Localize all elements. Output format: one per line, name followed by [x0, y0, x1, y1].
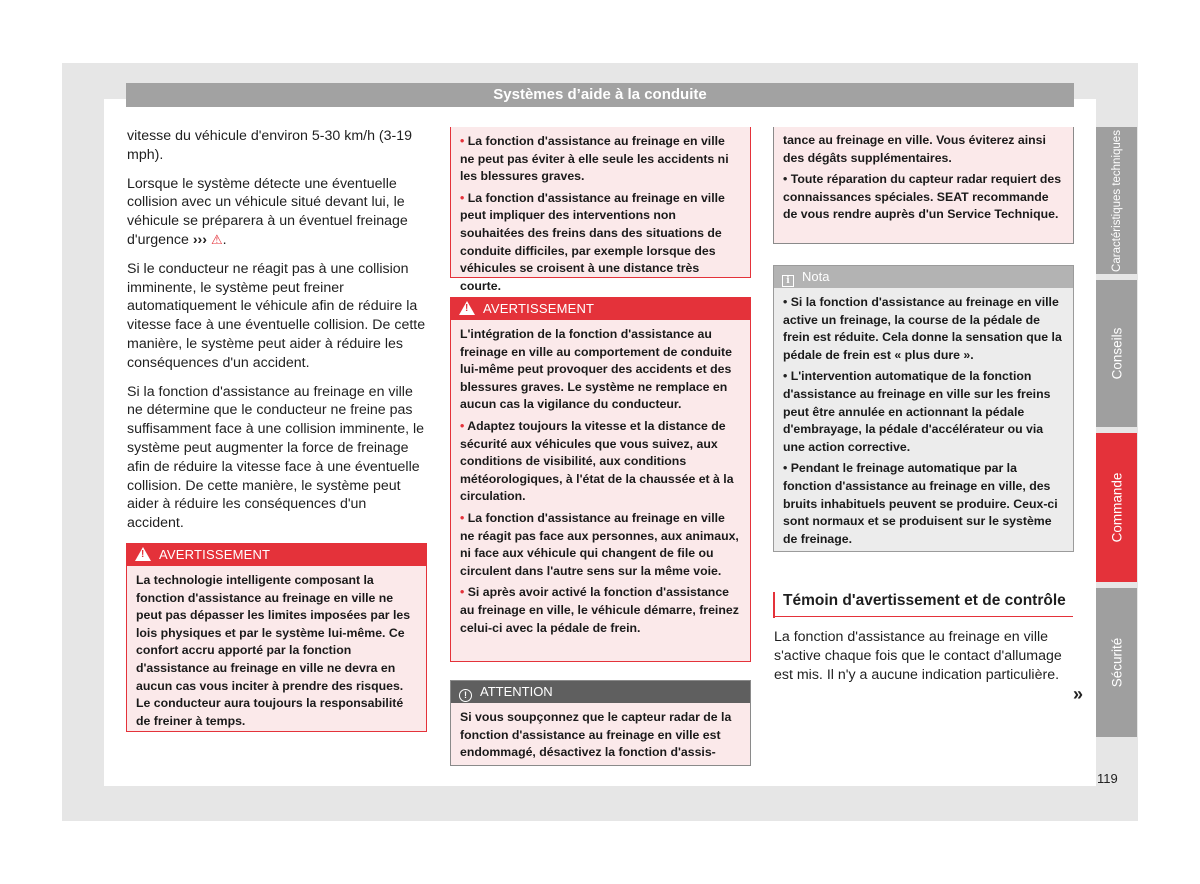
attention-icon: ! — [459, 689, 472, 702]
attention-box-continued — [773, 127, 1074, 244]
info-icon: i — [782, 275, 794, 287]
column-3-text — [774, 628, 1070, 694]
warning-box-continued — [450, 127, 751, 293]
warning-item: • Adaptez toujours la vitesse et la distance de sécurité aux véhicules que vous suivez, aux conditions de visibilité, aux conditions météorologiques, à l'état de la chaussée et à la circulation. — [460, 418, 741, 506]
note-item: • Pendant le freinage automatique par la fonction d'assistance au freinage en ville, des bruits inhabituels peuvent se produire. Ceux-ci sont normaux et se produisent sur le système de freinage. — [783, 460, 1064, 548]
note-item: • L'intervention automatique de la fonction d'assistance au freinage en ville sur les freins peut être annulée en actionnant la pédale d'embrayage, la pédale d'accélérateur ou via une action corrective. — [783, 368, 1064, 456]
attention-continued-body — [774, 127, 1073, 234]
cross-reference-arrows[interactable]: ››› — [192, 231, 208, 248]
attention-box — [450, 680, 751, 766]
column-1 — [127, 127, 427, 543]
paragraph-detection — [127, 175, 427, 250]
attention-body — [451, 703, 750, 772]
warning-box-technology — [126, 543, 427, 732]
warning-text: La technologie intelligente composant la fonction d'assistance au freinage en ville ne peut pas dépasser les limites imposées par les lois physiques et par le système lui-même. Ce confort accru apporté par la fonction d'assistance au freinage en ville ne devra en aucun cas vous inciter à prendre des risques. Le conducteur aura toujours la responsabilité de freiner à temps. — [136, 573, 411, 728]
warning-header — [127, 544, 426, 566]
paragraph-indicator: La fonction d'assistance au freinage en ville s'active chaque fois que le contact d'allumage est mis. Il n'y a aucune indication particulière. — [774, 629, 1062, 683]
attention-header — [451, 681, 750, 703]
paragraph-detection-end: . — [222, 231, 227, 248]
page-header: Systèmes d’aide à la conduite — [126, 83, 1074, 107]
note-header — [774, 266, 1073, 288]
attention-text: Si vous soupçonnez que le capteur radar de la fonction d'assistance au freinage en ville est endommagé, désactivez la fonction d'assis- — [460, 710, 732, 760]
attention-title: ATTENTION — [480, 684, 553, 699]
attention-item: • Toute réparation du capteur radar requiert des connaissances spéciales. SEAT recommande de vous rendre auprès d'un Service Technique. — [783, 171, 1064, 224]
warning-item: • Si après avoir activé la fonction d'assistance au freinage en ville, le véhicule démarre, freinez celui-ci avec la pédale de frein. — [460, 584, 741, 637]
warning-body — [127, 566, 426, 740]
note-box — [773, 265, 1074, 552]
warning-triangle-icon: ⚠ — [210, 231, 223, 247]
tab-conseils[interactable]: Conseils — [1096, 280, 1137, 427]
section-heading-accent — [773, 592, 775, 618]
tab-securite[interactable]: Sécurité — [1096, 588, 1137, 737]
section-heading-underline — [773, 616, 1073, 617]
tab-commande[interactable]: Commande — [1096, 433, 1137, 582]
warning-item: • La fonction d'assistance au freinage en ville ne peut pas éviter à elle seule les accidents ni les blessures graves. — [460, 133, 741, 186]
warning-title: AVERTISSEMENT — [159, 547, 271, 562]
warning-intro: L'intégration de la fonction d'assistance au freinage en ville au comportement de conduite lui-même peut provoquer des accidents et des blessures graves. Le système ne remplace en aucun cas la vigilance du conducteur. — [460, 327, 732, 412]
paragraph-speed: vitesse du véhicule d'environ 5-30 km/h (3-19 mph). — [127, 128, 413, 163]
warning-box-integration — [450, 297, 751, 662]
tab-caracteristiques-techniques[interactable]: Caractéristiques techniques — [1096, 127, 1137, 274]
paragraph-detection-text: Lorsque le système détecte une éventuelle collision avec un véhicule situé devant lui, le véhicule se préparera à un éventuel freinage d'urgence — [127, 175, 408, 248]
note-body — [774, 288, 1073, 558]
note-title: Nota — [802, 269, 830, 284]
warning-item: • La fonction d'assistance au freinage en ville peut impliquer des interventions non souhaitées des freins dans des situations de conduite difficiles, par exemple lorsque des véhicules se croisent à une distance très courte. — [460, 190, 741, 296]
warning-item: • La fonction d'assistance au freinage en ville ne réagit pas face aux personnes, aux animaux, ni face aux véhicule qui changent de file ou circulent dans l'autre sens sur la même voie. — [460, 510, 741, 580]
warning-header — [451, 298, 750, 320]
section-heading-text: Témoin d'avertissement et de contrôle — [783, 592, 1066, 609]
attention-continued-text: tance au freinage en ville. Vous éviterez ainsi des dégâts supplémentaires. — [783, 133, 1046, 165]
paragraph-auto-brake: Si le conducteur ne réagit pas à une collision imminente, le système peut freiner automatiquement le véhicule afin de réduire la vitesse face à une éventuelle collision. De cette manière, le système peut aider à réduire les conséquences d'un accident. — [127, 260, 426, 371]
warning-triangle-icon — [135, 547, 151, 561]
warning-continued-body — [451, 127, 750, 305]
warning-title: AVERTISSEMENT — [483, 301, 595, 316]
continue-arrow-icon: » — [1073, 684, 1084, 704]
note-item: • Si la fonction d'assistance au freinage en ville active un freinage, la course de la pédale de frein est réduite. Cela donne la sensation que la pédale de frein est « plus dure ». — [783, 294, 1064, 364]
warning-triangle-icon — [459, 301, 475, 315]
section-heading — [773, 590, 1073, 612]
page-number: 119 — [1097, 771, 1118, 786]
warning-body — [451, 320, 750, 647]
paragraph-brake-force: Si la fonction d'assistance au freinage en ville ne détermine que le conducteur ne freine pas suffisamment face à une collision imminente, le système peut augmenter la force de freinage afin de réduire la vitesse face à une éventuelle collision. De cette manière, le système peut aider à réduire les conséquences d'un accident. — [127, 383, 425, 532]
